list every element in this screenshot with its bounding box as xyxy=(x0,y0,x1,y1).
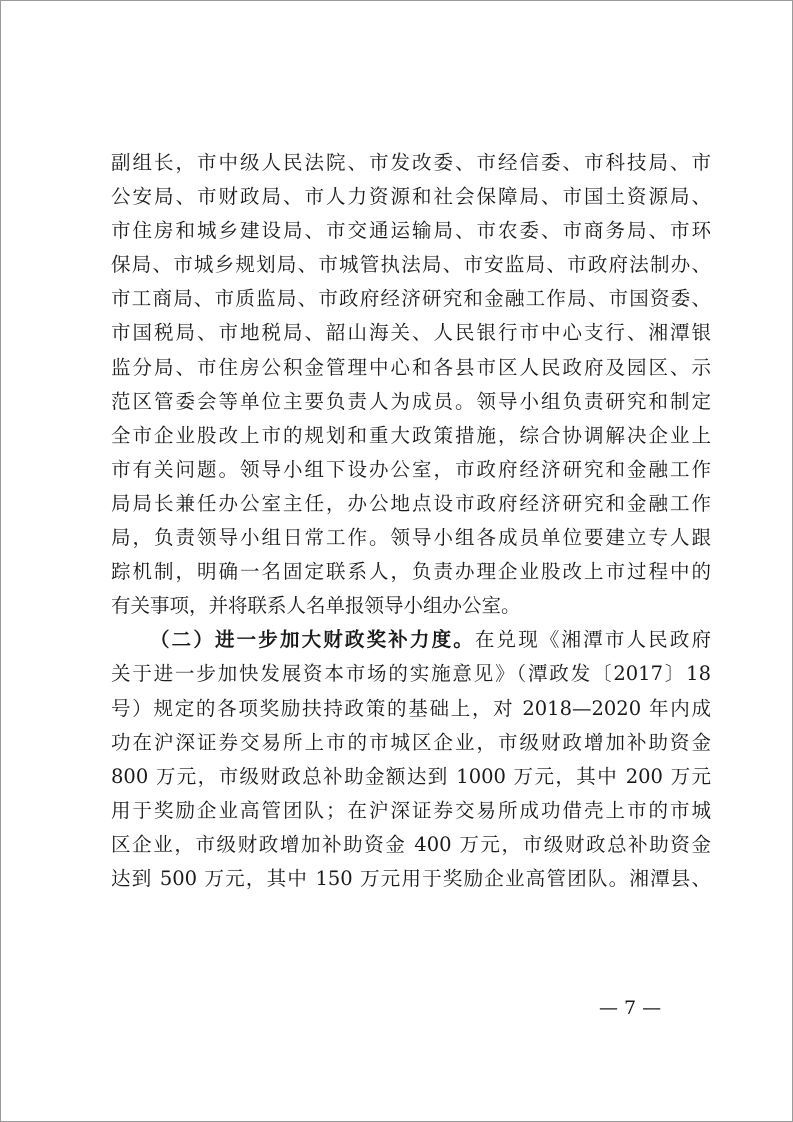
page-number: — 7 — xyxy=(599,997,662,1019)
paragraph-leadership-group-members xyxy=(111,146,711,623)
text-line: 监分局、市住房公积金管理中心和各县市区人民政府及园区、示 xyxy=(111,355,711,379)
text-run: 在兑现《湘潭市人民政府 xyxy=(474,628,711,652)
text-line: 局局长兼任办公室主任，办公地点设市政府经济研究和金融工作 xyxy=(111,491,711,515)
text-line: 市住房和城乡建设局、市交通运输局、市农委、市商务局、市环 xyxy=(111,219,711,243)
text-line: 范区管委会等单位主要负责人为成员。领导小组负责研究和制定 xyxy=(111,389,711,413)
text-line: 局，负责领导小组日常工作。领导小组各成员单位要建立专人跟 xyxy=(111,526,711,550)
text-line: 全市企业股改上市的规划和重大政策措施，综合协调解决企业上 xyxy=(111,423,711,447)
text-line: 功在沪深证券交易所上市的市城区企业，市级财政增加补助资金 xyxy=(111,730,711,754)
document-body xyxy=(111,146,711,896)
text-line: 用于奖励企业高管团队；在沪深证券交易所成功借壳上市的市城 xyxy=(111,798,711,822)
text-line: 踪机制，明确一名固定联系人，负责办理企业股改上市过程中的 xyxy=(111,560,711,584)
text-line: 市有关问题。领导小组下设办公室，市政府经济研究和金融工作 xyxy=(111,457,711,481)
text-line: 副组长，市中级人民法院、市发改委、市经信委、市科技局、市 xyxy=(111,151,711,174)
text-line: 达到 500 万元，其中 150 万元用于奖励企业高管团队。湘潭县、 xyxy=(111,866,711,890)
text-line: 号）规定的各项奖励扶持政策的基础上，对 2018—2020 年内成 xyxy=(111,696,711,720)
text-line: 公安局、市财政局、市人力资源和社会保障局、市国土资源局、 xyxy=(111,185,711,209)
text-line: 保局、市城乡规划局、市城管执法局、市安监局、市政府法制办、 xyxy=(111,253,711,277)
text-line: 市工商局、市质监局、市政府经济研究和金融工作局、市国资委、 xyxy=(111,287,711,311)
text-line: 关于进一步加快发展资本市场的实施意见》（潭政发〔2017〕18 xyxy=(111,662,711,686)
section-heading: （二）进一步加大财政奖补力度。 xyxy=(150,628,475,652)
text-line: 区企业，市级财政增加补助资金 400 万元，市级财政总补助资金 xyxy=(111,832,711,856)
text-line: 市国税局、市地税局、韶山海关、人民银行市中心支行、湘潭银 xyxy=(111,321,711,345)
text-line-first xyxy=(111,623,711,657)
paragraph-financial-incentives xyxy=(111,623,711,896)
text-line: 有关事项，并将联系人名单报领导小组办公室。 xyxy=(111,594,521,618)
text-line: 800 万元，市级财政总补助金额达到 1000 万元，其中 200 万元 xyxy=(111,764,711,788)
